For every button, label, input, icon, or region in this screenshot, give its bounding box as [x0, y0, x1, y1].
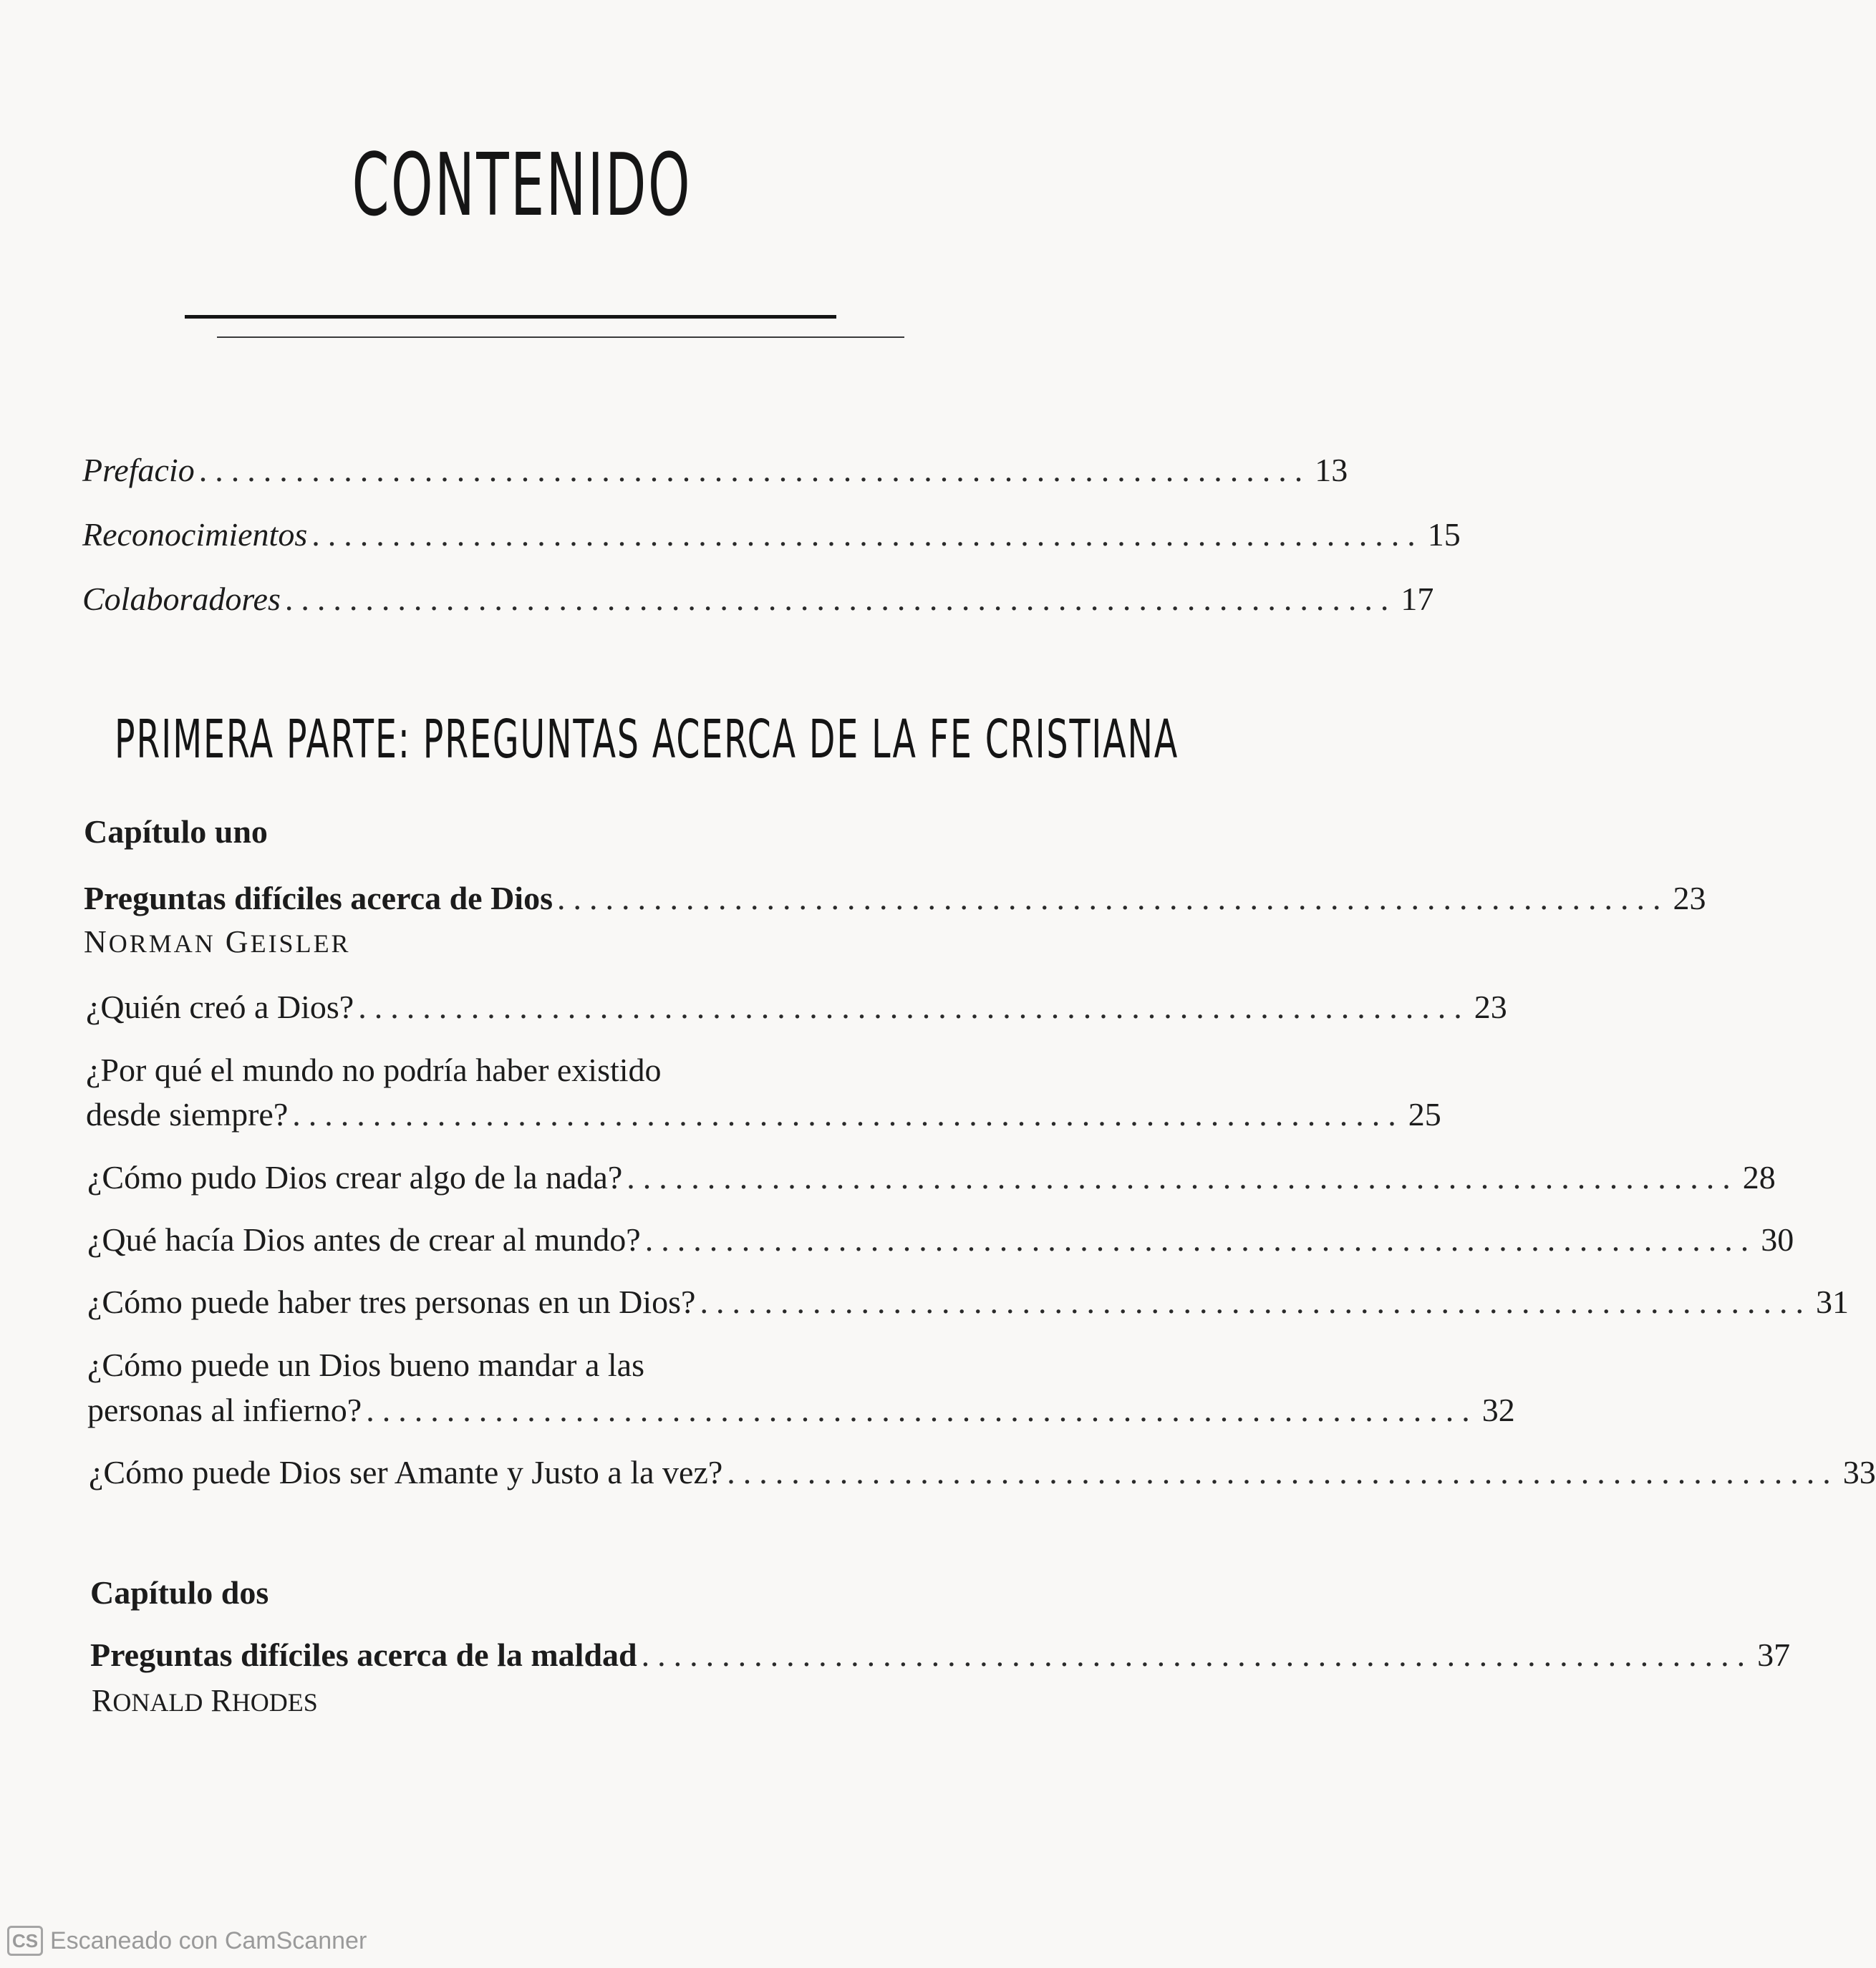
author-rest: ONALD: [112, 1688, 203, 1717]
toc-entry-label: Colaboradores: [82, 581, 281, 617]
chapter-heading: Capítulo dos: [90, 1574, 269, 1611]
question-page: 23: [1474, 989, 1507, 1025]
question-entry[interactable]: [0, 1391, 1515, 1429]
chapter-author: [92, 1682, 318, 1719]
question-text: personas al infierno?: [87, 1392, 362, 1428]
question-text: ¿Cómo puede haber tres personas en un Dios?: [87, 1284, 696, 1320]
question-entry[interactable]: [0, 1095, 1441, 1133]
title-rule-bottom: [217, 336, 904, 338]
dot-leader: .....................................................................: [311, 516, 1423, 553]
chapter-page: 37: [1757, 1637, 1791, 1673]
question-text-line1: ¿Por qué el mundo no podría haber existido: [86, 1052, 662, 1088]
toc-entry-colaboradores[interactable]: [0, 580, 1434, 618]
chapter-title: Preguntas difíciles acerca de Dios: [84, 880, 553, 916]
author-initial: N: [84, 924, 109, 959]
dot-leader: .....................................................................: [700, 1284, 1812, 1320]
question-entry[interactable]: [0, 1453, 1876, 1491]
toc-entry-label: Prefacio: [82, 452, 195, 488]
toc-entry-label: Reconocimientos: [82, 516, 308, 553]
author-initial: G: [225, 924, 251, 959]
chapter-page: 23: [1673, 880, 1706, 916]
chapter-author: [84, 924, 351, 960]
toc-entry-prefacio[interactable]: [0, 451, 1348, 489]
chapter-heading: Capítulo uno: [84, 813, 268, 850]
question-page: 25: [1408, 1096, 1441, 1133]
question-text: ¿Qué hacía Dios antes de crear al mundo?: [87, 1221, 641, 1258]
question-entry[interactable]: [0, 1158, 1776, 1196]
author-initial: R: [211, 1683, 232, 1718]
dot-leader: .....................................................................: [292, 1096, 1404, 1133]
dot-leader: .....................................................................: [366, 1392, 1478, 1428]
dot-leader: .....................................................................: [556, 880, 1669, 916]
question-page: 33: [1842, 1454, 1876, 1490]
question-page: 30: [1761, 1221, 1794, 1258]
dot-leader: .....................................................................: [644, 1221, 1757, 1258]
scanner-watermark: [7, 1926, 367, 1956]
question-page: 32: [1481, 1392, 1515, 1428]
question-text: ¿Quién creó a Dios?: [86, 989, 354, 1025]
question-text-line1: ¿Cómo puede un Dios bueno mandar a las: [87, 1347, 644, 1383]
chapter-title: Preguntas difíciles acerca de la maldad: [90, 1637, 637, 1673]
question-entry[interactable]: [0, 1221, 1794, 1259]
title-rule-top: [185, 315, 836, 319]
toc-entry-page: 15: [1427, 516, 1461, 553]
dot-leader: .....................................................................: [358, 989, 1470, 1025]
question-entry[interactable]: [0, 988, 1507, 1026]
dot-leader: .....................................................................: [198, 452, 1311, 488]
author-rest: EISLER: [250, 929, 351, 958]
question-entry[interactable]: [0, 1283, 1849, 1321]
dot-leader: .....................................................................: [627, 1159, 1739, 1196]
part-title: PRIMERA PARTE: PREGUNTAS ACERCA DE LA FE CRISTIANA: [115, 709, 1179, 770]
page-title: CONTENIDO: [352, 136, 692, 236]
dot-leader: .....................................................................: [284, 581, 1397, 617]
author-initial: R: [92, 1683, 113, 1718]
dot-leader: .....................................................................: [727, 1454, 1839, 1490]
question-text: ¿Cómo puede Dios ser Amante y Justo a la vez?: [89, 1454, 723, 1490]
author-rest: HODES: [231, 1688, 318, 1717]
question-text: desde siempre?: [86, 1096, 289, 1133]
dot-leader: .....................................................................: [641, 1637, 1754, 1673]
question-text: ¿Cómo pudo Dios crear algo de la nada?: [87, 1159, 623, 1196]
camscanner-logo-icon: CS: [7, 1926, 43, 1956]
toc-entry-page: 13: [1315, 452, 1348, 488]
toc-entry-reconocimientos[interactable]: [0, 515, 1461, 553]
watermark-text: Escaneado con CamScanner: [50, 1926, 367, 1954]
toc-entry-page: 17: [1401, 581, 1434, 617]
author-rest: ORMAN: [108, 929, 216, 958]
chapter-title-entry[interactable]: [0, 879, 1706, 917]
question-page: 28: [1742, 1159, 1776, 1196]
chapter-title-entry[interactable]: [0, 1636, 1791, 1674]
question-page: 31: [1815, 1284, 1849, 1320]
